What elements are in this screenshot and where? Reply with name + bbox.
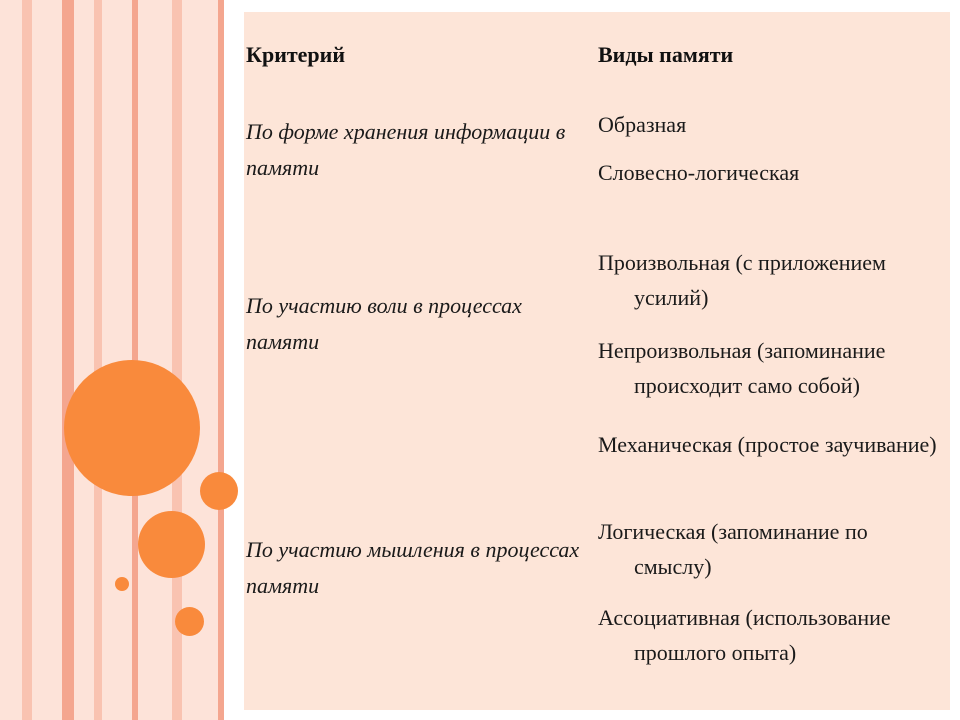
memory-types-table xyxy=(244,12,950,710)
stripe xyxy=(32,0,62,720)
stripe xyxy=(22,0,32,720)
memory-type-item: Ассоциативная (использование прошлого опыта) xyxy=(598,605,891,665)
memory-type-item: Произвольная (с приложением усилий) xyxy=(598,250,886,310)
stripe xyxy=(74,0,94,720)
decorative-circle xyxy=(200,472,238,510)
criterion-will-participation: По участию воли в процессах памяти xyxy=(246,293,522,354)
memory-type-item: Непроизвольная (запоминание происходит само собой) xyxy=(598,338,886,398)
decorative-circle-medium xyxy=(138,511,205,578)
decorative-circle-large xyxy=(64,360,200,496)
stripe xyxy=(218,0,224,720)
memory-type-item: Словесно-логическая xyxy=(598,160,800,185)
stripe xyxy=(94,0,102,720)
criterion-storage-form: По форме хранения информации в памяти xyxy=(246,119,566,180)
stripe xyxy=(62,0,74,720)
criterion-thinking-participation: По участию мышления в процессах памяти xyxy=(246,537,580,598)
header-memory-types: Виды памяти xyxy=(598,42,734,67)
memory-type-item: Механическая (простое заучивание) xyxy=(598,432,937,457)
header-criterion: Критерий xyxy=(246,42,346,67)
decorative-circle-small xyxy=(115,577,129,591)
memory-type-item: Образная xyxy=(598,112,687,137)
stripe xyxy=(0,0,22,720)
memory-type-item: Логическая (запоминание по смыслу) xyxy=(598,519,868,579)
decorative-circle xyxy=(175,607,204,636)
